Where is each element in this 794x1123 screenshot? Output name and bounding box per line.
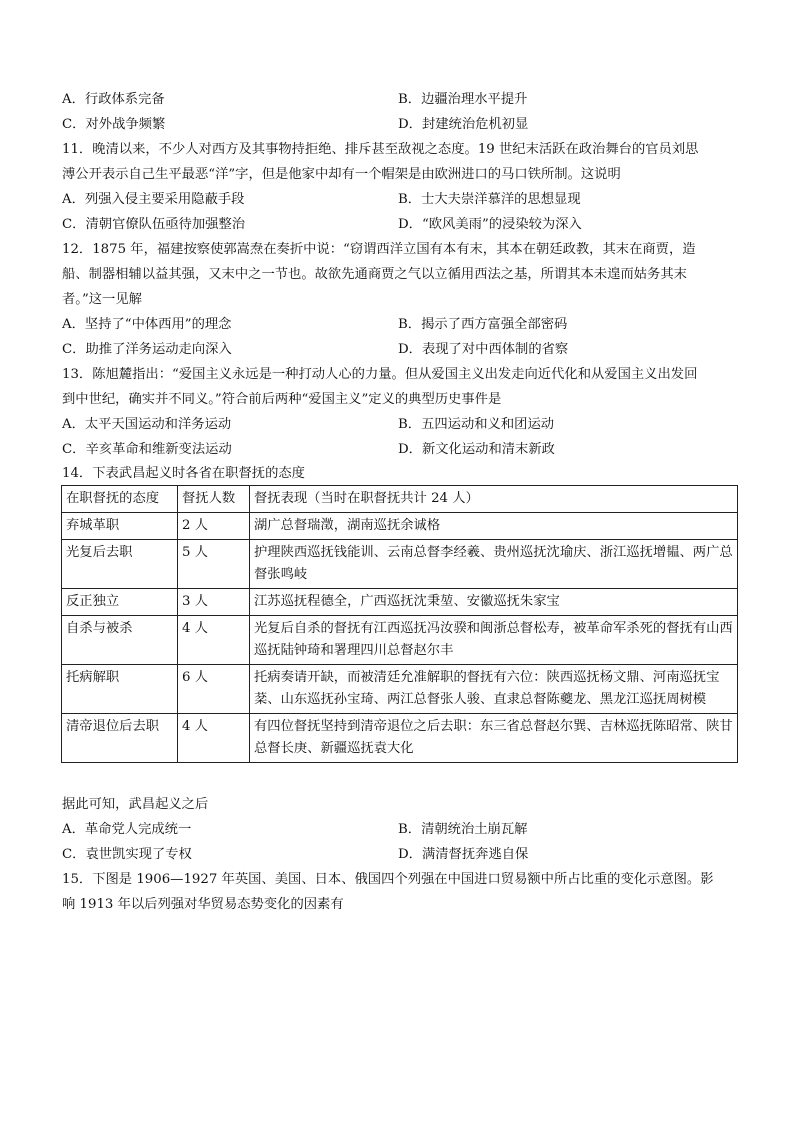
table-cell-count: 3 人 (178, 589, 250, 616)
table-row (62, 540, 738, 589)
table-cell-detail: 托病奏请开缺，而被清廷允准解职的督抚有六位：陕西巡抚杨文鼎、河南巡抚宝棻、山东巡抚孙宝琦、两江总督张人骏、直隶总督陈夔龙、黑龙江巡抚周树模 (250, 665, 738, 714)
q13-option-d: D．新文化运动和清末新政 (398, 442, 555, 457)
q14-conclusion-stem: 据此可知，武昌起义之后 (62, 797, 209, 812)
table-cell-detail: 护理陕西巡抚钱能训、云南总督李经羲、贵州巡抚沈瑜庆、浙江巡抚增韫、两广总督张鸣岐 (250, 540, 738, 589)
table-cell-attitude: 清帝退位后去职 (62, 714, 178, 763)
q14-option-a: A．革命党人完成统一 (62, 822, 192, 837)
table-cell-attitude: 托病解职 (62, 665, 178, 714)
q11-option-a: A．列强入侵主要采用隐蔽手段 (62, 192, 245, 207)
q13-option-b: B．五四运动和义和团运动 (398, 417, 555, 432)
table-row (62, 616, 738, 665)
table-cell-detail: 有四位督抚坚持到清帝退位之后去职：东三省总督赵尔巽、吉林巡抚陈昭常、陕甘总督长庚、新疆巡抚袁大化 (250, 714, 738, 763)
q12-stem-line-3: 者。”这一见解 (62, 292, 142, 307)
table-header-row (62, 486, 738, 513)
table-cell-count: 4 人 (178, 714, 250, 763)
table-row (62, 665, 738, 714)
q14-option-c: C．袁世凯实现了专权 (62, 847, 192, 862)
q11-option-d: D．“欧风美雨”的浸染较为深入 (398, 217, 582, 232)
table-cell-detail: 光复后自杀的督抚有江西巡抚冯汝骙和闽浙总督松寿，被革命军杀死的督抚有山西巡抚陆钟琦和署理四川总督赵尔丰 (250, 616, 738, 665)
q12-stem-line-1: 12．1875 年，福建按察使郭嵩焘在奏折中说：“窃谓西洋立国有本有末，其本在朝廷政教，其末在商贾，造 (62, 242, 696, 257)
table-cell-attitude: 自杀与被杀 (62, 616, 178, 665)
table-cell-attitude: 光复后去职 (62, 540, 178, 589)
q12-option-d: D．表现了对中西体制的省察 (398, 342, 569, 357)
table-header-cell: 督抚表现（当时在职督抚共计 24 人） (250, 486, 738, 513)
q10-option-c: C．对外战争频繁 (62, 117, 166, 132)
table-cell-attitude: 反正独立 (62, 589, 178, 616)
table-cell-count: 4 人 (178, 616, 250, 665)
table-row (62, 513, 738, 540)
q13-stem-line-2: 到中世纪，确实并不同义。”符合前后两种“爱国主义”定义的典型历史事件是 (62, 392, 502, 407)
table-cell-count: 5 人 (178, 540, 250, 589)
q14-stem: 14．下表武昌起义时各省在职督抚的态度 (62, 466, 305, 481)
table-header-cell: 在职督抚的态度 (62, 486, 178, 513)
q15-stem-line-2: 响 1913 年以后列强对华贸易态势变化的因素有 (62, 897, 344, 912)
governors-attitude-table (61, 485, 738, 763)
q13-option-a: A．太平天国运动和洋务运动 (62, 417, 232, 432)
q10-option-d: D．封建统治危机初显 (398, 117, 529, 132)
table-cell-detail: 江苏巡抚程德全，广西巡抚沈秉堃、安徽巡抚朱家宝 (250, 589, 738, 616)
table-row (62, 714, 738, 763)
q10-option-b: B．边疆治理水平提升 (398, 92, 528, 107)
q10-option-a: A．行政体系完备 (62, 92, 165, 107)
table-cell-attitude: 弃城革职 (62, 513, 178, 540)
q11-stem-line-2: 溥公开表示自己生平最恶“洋”字，但是他家中却有一个帽架是由欧洲进口的马口铁所制。这说明 (62, 167, 621, 182)
table-cell-detail: 湖广总督瑞澂，湖南巡抚余诚格 (250, 513, 738, 540)
q11-option-c: C．清朝官僚队伍亟待加强整治 (62, 217, 246, 232)
q12-option-b: B．揭示了西方富强全部密码 (398, 317, 568, 332)
q13-stem-line-1: 13．陈旭麓指出：“爱国主义永远是一种打动人心的力量。但从爱国主义出发走向近代化和从爱国主义出发回 (62, 367, 698, 382)
q13-option-c: C．辛亥革命和维新变法运动 (62, 442, 232, 457)
q12-option-a: A．坚持了“中体西用”的理念 (62, 317, 232, 332)
q11-option-b: B．士大夫崇洋慕洋的思想显现 (398, 192, 581, 207)
table-header-cell: 督抚人数 (178, 486, 250, 513)
table-cell-count: 2 人 (178, 513, 250, 540)
q15-stem-line-1: 15．下图是 1906—1927 年英国、美国、日本、俄国四个列强在中国进口贸易额中所占比重的变化示意图。影 (62, 872, 714, 887)
table-row (62, 589, 738, 616)
q14-option-d: D．满清督抚奔逃自保 (398, 847, 529, 862)
table-cell-count: 6 人 (178, 665, 250, 714)
q12-option-c: C．助推了洋务运动走向深入 (62, 342, 232, 357)
q12-stem-line-2: 船、制器相辅以益其强，又末中之一节也。故欲先通商贾之气以立循用西法之基，所谓其本未遑而姑务其末 (62, 267, 687, 282)
q14-option-b: B．清朝统治土崩瓦解 (398, 822, 528, 837)
q11-stem-line-1: 11．晚清以来，不少人对西方及其事物持拒绝、排斥甚至敌视之态度。19 世纪末活跃在政治舞台的官员刘思 (62, 142, 699, 157)
